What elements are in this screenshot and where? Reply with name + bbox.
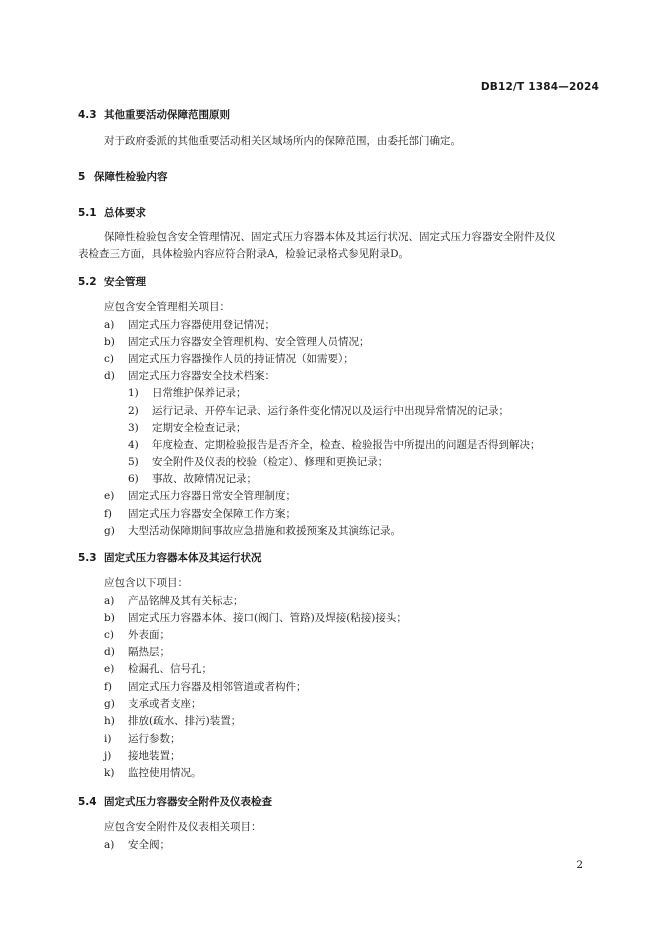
- section-title: 其他重要活动保障范围原则: [104, 109, 230, 121]
- item-label: f): [104, 508, 112, 520]
- sub-list-item: [128, 472, 257, 486]
- item-text: 接地装置；: [128, 750, 181, 762]
- item-label: 1): [128, 387, 139, 399]
- item-text: 运行参数；: [128, 733, 181, 745]
- item-text: 年度检查、定期检验报告是否齐全，检查、检验报告中所提出的问题是否得到解决；: [152, 439, 541, 451]
- item-text: 固定式压力容器本体、接口(阀门、管路)及焊接(粘接)接头；: [128, 612, 407, 624]
- item-text: 事故、故障情况记录；: [152, 473, 257, 485]
- item-text: 固定式压力容器安全保障工作方案；: [128, 508, 296, 520]
- item-text: 固定式压力容器操作人员的持证情况（如需要）；: [128, 353, 354, 365]
- list-item: [104, 697, 202, 711]
- item-label: a): [104, 319, 115, 331]
- item-label: a): [104, 839, 115, 851]
- list-item: [104, 680, 307, 694]
- page-number: 2: [576, 859, 583, 871]
- list-intro: 应包含安全附件及仪表相关项目：: [104, 821, 262, 833]
- item-text: 定期安全检查记录；: [152, 422, 247, 434]
- item-text: 运行记录、开停车记录、运行条件变化情况以及运行中出现异常情况的记录；: [152, 405, 509, 417]
- list-item: [104, 628, 170, 642]
- item-text: 支承或者支座；: [128, 698, 202, 710]
- section-title: 总体要求: [104, 207, 146, 219]
- item-text: 固定式压力容器日常安全管理制度；: [128, 490, 296, 502]
- list-item: [104, 838, 170, 852]
- item-text: 固定式压力容器安全技术档案：: [128, 370, 275, 382]
- sub-list-item: [128, 404, 509, 418]
- item-text: 检漏孔、信号孔；: [128, 663, 212, 675]
- list-intro: 应包含安全管理相关项目：: [104, 301, 230, 313]
- list-item: [104, 489, 296, 503]
- item-label: 3): [128, 422, 139, 434]
- list-item: [104, 352, 354, 366]
- section-number: 5.2: [78, 276, 97, 288]
- section-heading-5: [78, 170, 168, 184]
- item-text: 监控使用情况。: [128, 767, 202, 779]
- list-item: [104, 524, 401, 538]
- item-label: e): [104, 663, 115, 675]
- section-title: 固定式压力容器本体及其运行状况: [104, 552, 262, 564]
- item-label: a): [104, 595, 115, 607]
- sub-list-item: [128, 421, 247, 435]
- list-item: [104, 369, 275, 383]
- item-text: 大型活动保障期间事故应急措施和救援预案及其演练记录。: [128, 525, 401, 537]
- section-heading-4-3: [78, 108, 230, 122]
- list-item: [104, 594, 244, 608]
- section-heading-5-1: [78, 206, 146, 220]
- sub-list-item: [128, 386, 247, 400]
- list-item: [104, 766, 202, 780]
- section-title: 保障性检验内容: [94, 171, 168, 183]
- item-text: 产品铭牌及其有关标志；: [128, 595, 244, 607]
- item-text: 日常维护保养记录；: [152, 387, 247, 399]
- item-text: 排放(疏水、排污)装置；: [128, 715, 242, 727]
- list-item: [104, 749, 181, 763]
- item-text: 安全阀；: [128, 839, 170, 851]
- item-label: 2): [128, 405, 139, 417]
- item-label: e): [104, 490, 115, 502]
- list-item: [104, 507, 296, 521]
- item-text: 固定式压力容器使用登记情况；: [128, 319, 275, 331]
- standard-code: DB12/T 1384—2024: [480, 81, 599, 93]
- section-number: 4.3: [78, 109, 97, 121]
- paragraph-line: 保障性检验包含安全管理情况、固定式压力容器本体及其运行状况、固定式压力容器安全附件及仪: [104, 231, 556, 243]
- section-number: 5.4: [78, 796, 97, 808]
- item-label: g): [104, 698, 115, 710]
- section-number: 5.3: [78, 552, 97, 564]
- section-heading-5-3: [78, 551, 262, 565]
- section-heading-5-4: [78, 795, 272, 809]
- list-item: [104, 611, 407, 625]
- item-label: k): [104, 767, 115, 779]
- item-label: c): [104, 629, 114, 641]
- list-intro: 应包含以下项目：: [104, 577, 188, 589]
- item-text: 固定式压力容器及相邻管道或者构件；: [128, 681, 307, 693]
- list-item: [104, 732, 181, 746]
- item-text: 隔热层；: [128, 646, 170, 658]
- item-label: 5): [128, 456, 139, 468]
- item-label: 4): [128, 439, 139, 451]
- section-title: 安全管理: [104, 276, 146, 288]
- list-item: [104, 645, 170, 659]
- item-label: 6): [128, 473, 139, 485]
- item-label: c): [104, 353, 114, 365]
- item-label: d): [104, 646, 115, 658]
- section-number: 5: [78, 171, 86, 183]
- section-title: 固定式压力容器安全附件及仪表检查: [104, 796, 272, 808]
- item-label: d): [104, 370, 115, 382]
- paragraph-line: 表检查三方面，具体检验内容应符合附录A，检验记录格式参见附录D。: [78, 248, 409, 260]
- item-label: h): [104, 715, 115, 727]
- list-item: [104, 714, 241, 728]
- paragraph: 对于政府委派的其他重要活动相关区域场所内的保障范围，由委托部门确定。: [104, 135, 461, 147]
- sub-list-item: [128, 438, 541, 452]
- item-text: 固定式压力容器安全管理机构、安全管理人员情况；: [128, 336, 370, 348]
- list-item: [104, 318, 275, 332]
- item-text: 安全附件及仪表的校验（检定）、修理和更换记录；: [152, 456, 389, 468]
- sub-list-item: [128, 455, 388, 469]
- item-label: j): [104, 750, 112, 762]
- item-label: b): [104, 612, 115, 624]
- section-number: 5.1: [78, 207, 97, 219]
- section-heading-5-2: [78, 275, 146, 289]
- item-label: b): [104, 336, 115, 348]
- item-label: i): [104, 733, 112, 745]
- list-item: [104, 662, 212, 676]
- list-item: [104, 335, 370, 349]
- item-text: 外表面；: [128, 629, 170, 641]
- item-label: g): [104, 525, 115, 537]
- item-label: f): [104, 681, 112, 693]
